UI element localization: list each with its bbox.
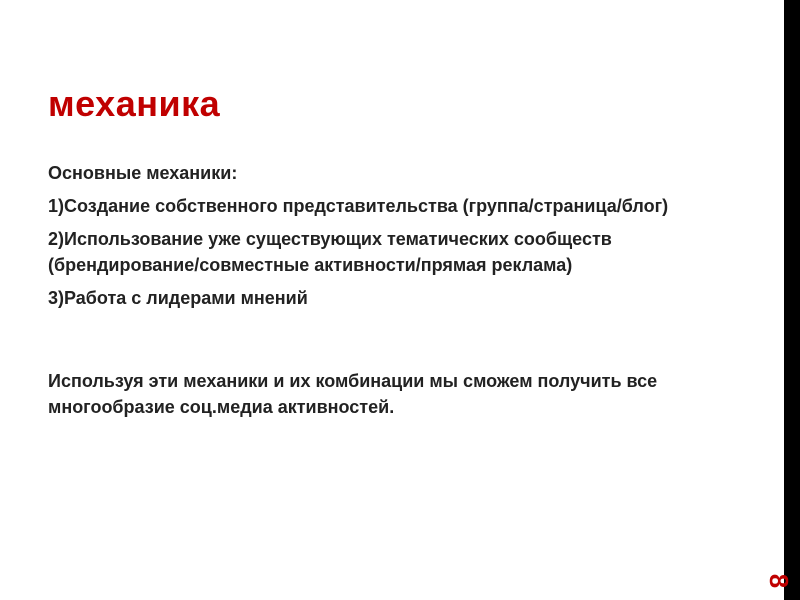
page-number: 8 [763, 573, 794, 589]
slide-body [48, 160, 698, 427]
intro-text: Основные механики: [48, 163, 238, 183]
list-item: 3)Работа с лидерами мнений [48, 288, 308, 308]
spacer [48, 318, 698, 368]
right-edge-bar [784, 0, 800, 600]
slide-title: механика [48, 83, 221, 124]
conclusion-text: Используя эти механики и их комбинации мы сможем получить все многообразие соц.медиа активностей. [48, 371, 658, 417]
list-item: 1)Создание собственного представительства (группа/страница/блог) [48, 196, 669, 216]
list-item: 2)Использование уже существующих тематических сообществ (брендирование/совместные активности/прямая реклама) [48, 229, 612, 275]
